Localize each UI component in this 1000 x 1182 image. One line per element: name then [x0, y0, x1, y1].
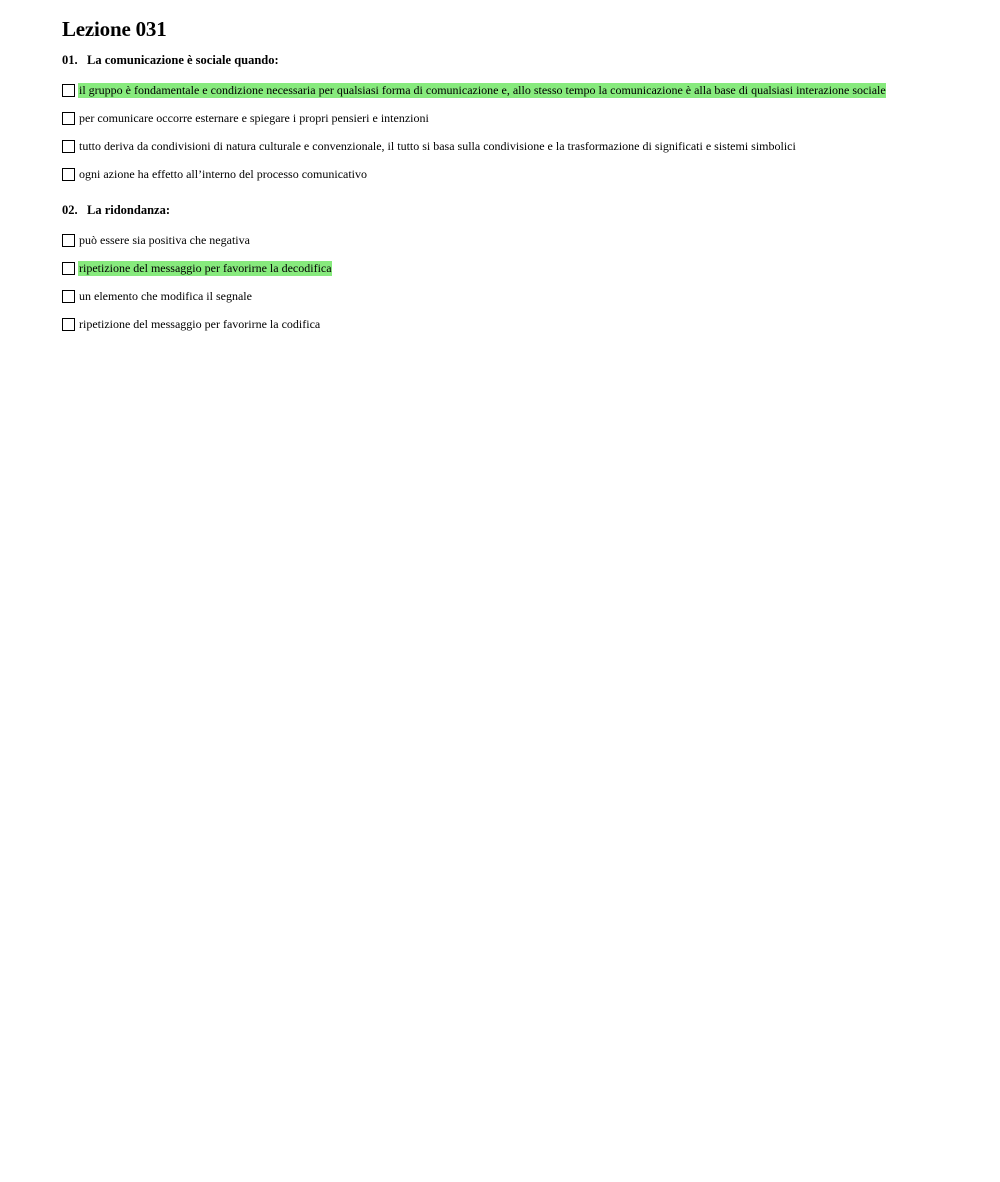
answer-text: tutto deriva da condivisioni di natura culturale e convenzionale, il tutto si basa sulla condivisione e la trasformazione di significati e sistemi simbolici	[79, 138, 796, 153]
question-text: La ridondanza:	[87, 203, 171, 217]
answer-option[interactable]	[62, 282, 960, 310]
answer-option[interactable]	[62, 76, 960, 104]
question-number: 01.	[62, 53, 78, 67]
answer-text: per comunicare occorre esternare e spiegare i propri pensieri e intenzioni	[79, 110, 429, 125]
question-heading	[62, 202, 960, 218]
question-text: La comunicazione è sociale quando:	[87, 53, 279, 67]
answer-option[interactable]	[62, 160, 960, 188]
answer-text: può essere sia positiva che negativa	[79, 232, 250, 247]
answer-checkbox[interactable]	[62, 234, 75, 247]
question-02	[62, 202, 960, 338]
answer-text: il gruppo è fondamentale e condizione necessaria per qualsiasi forma di comunicazione e, allo stesso tempo la comunicazione è alla base di qualsiasi interazione sociale	[79, 82, 886, 97]
answer-checkbox[interactable]	[62, 318, 75, 331]
answer-option[interactable]	[62, 226, 960, 254]
lesson-title: Lezione 031	[62, 17, 167, 41]
question-01	[62, 52, 960, 188]
answer-text: ripetizione del messaggio per favorirne la codifica	[79, 316, 321, 331]
answer-checkbox[interactable]	[62, 168, 75, 181]
answer-option[interactable]	[62, 254, 960, 282]
quiz-page	[62, 16, 960, 352]
answer-checkbox[interactable]	[62, 262, 75, 275]
answer-option[interactable]	[62, 310, 960, 338]
question-number: 02.	[62, 203, 78, 217]
answer-checkbox[interactable]	[62, 84, 75, 97]
answer-text: ripetizione del messaggio per favorirne la decodifica	[79, 260, 332, 275]
answer-text: un elemento che modifica il segnale	[79, 288, 252, 303]
answer-option[interactable]	[62, 104, 960, 132]
answer-option[interactable]	[62, 132, 960, 160]
answer-text: ogni azione ha effetto all’interno del processo comunicativo	[79, 166, 368, 181]
question-heading	[62, 52, 960, 68]
answer-checkbox[interactable]	[62, 290, 75, 303]
answer-checkbox[interactable]	[62, 112, 75, 125]
answer-checkbox[interactable]	[62, 140, 75, 153]
